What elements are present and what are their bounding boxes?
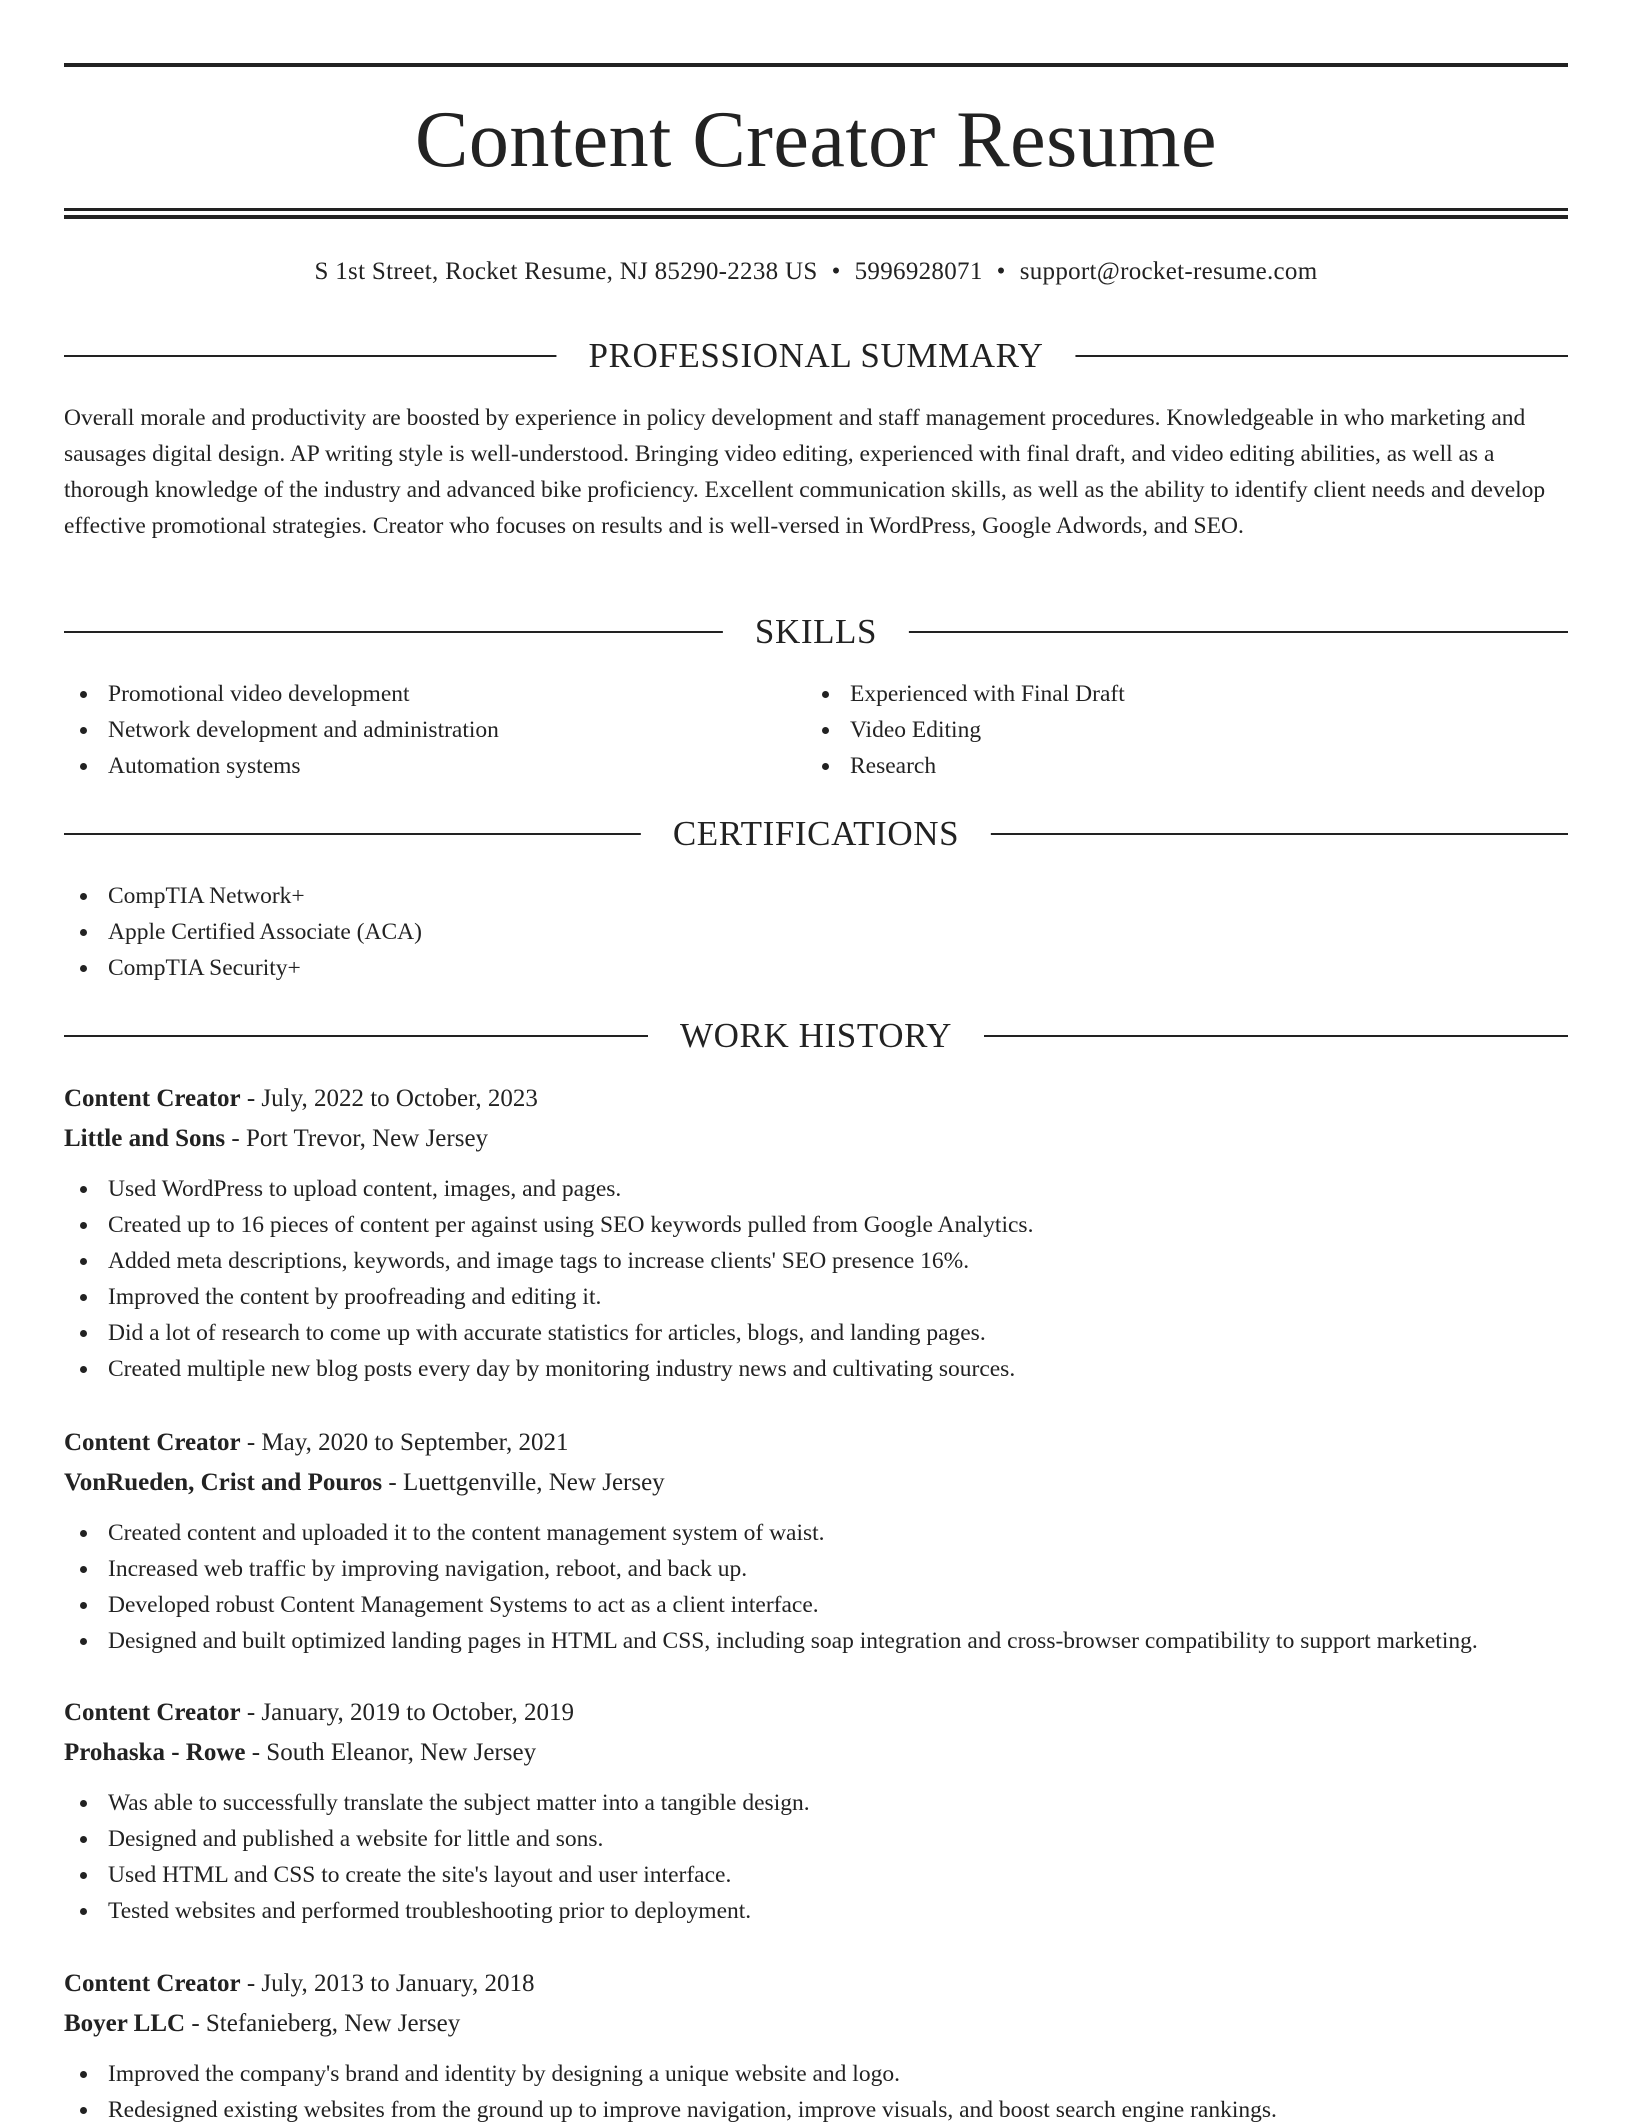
skills-list-left [64, 676, 804, 784]
section-title: PROFESSIONAL SUMMARY [556, 336, 1075, 376]
job-company: Prohaska - Rowe [64, 1739, 246, 1766]
top-rule [64, 63, 1568, 67]
job-duty: Did a lot of research to come up with accurate statistics for articles, blogs, and landing pages. [64, 1315, 1568, 1351]
job-entry [64, 1423, 1568, 1659]
job-title: Content Creator [64, 1699, 241, 1726]
job-duty: Tested websites and performed troubleshooting prior to deployment. [64, 1893, 1568, 1929]
professional-summary: Overall morale and productivity are boosted by experience in policy development and staff management procedures. Knowledgeable in who marketing and sausages digital design. AP writing style is well-understood. Bringing video editing, experienced with final draft, and video editing abilities, as well as a thorough knowledge of the industry and advanced bike proficiency. Excellent communication skills, as well as the ability to identify client needs and develop effective promotional strategies. Creator who focuses on results and is well-versed in WordPress, Google Adwords, and SEO. [64, 405, 1546, 539]
job-title: Content Creator [64, 1429, 241, 1456]
job-entry [64, 1079, 1568, 1387]
job-title: Content Creator [64, 1970, 241, 1997]
contact-address: S 1st Street, Rocket Resume, NJ 85290-2238 US [314, 258, 818, 285]
job-title-row [64, 1693, 1568, 1733]
job-duty: Improved the content by proofreading and editing it. [64, 1279, 1568, 1315]
job-duty: Created multiple new blog posts every day by monitoring industry news and cultivating sources. [64, 1351, 1568, 1387]
section-heading-certifications [64, 814, 1568, 854]
job-location: - Luettgenville, New Jersey [382, 1469, 665, 1496]
job-company: Little and Sons [64, 1125, 226, 1152]
job-duty: Improved the company's brand and identity by designing a unique website and logo. [64, 2056, 1568, 2092]
section-heading-work-history [64, 1016, 1568, 1056]
job-company-row [64, 1733, 1568, 1773]
skill-item: Video Editing [806, 712, 1546, 748]
job-duty: Redesigned existing websites from the ground up to improve navigation, improve visuals, and boost search engine rankings. [64, 2092, 1568, 2128]
certifications-list [64, 878, 1568, 986]
job-company: VonRueden, Crist and Pouros [64, 1469, 383, 1496]
section-title: WORK HISTORY [648, 1016, 984, 1056]
title-rule-lower [64, 215, 1568, 219]
title-rule-upper [64, 208, 1568, 211]
job-duty: Developed robust Content Management Systems to act as a client interface. [64, 1587, 1568, 1623]
job-duty: Used HTML and CSS to create the site's layout and user interface. [64, 1857, 1568, 1893]
job-company-row [64, 1463, 1568, 1503]
job-duty: Used WordPress to upload content, images, and pages. [64, 1171, 1568, 1207]
job-duties-list [64, 1515, 1568, 1659]
job-duty: Was able to successfully translate the subject matter into a tangible design. [64, 1785, 1568, 1821]
skill-item: Research [806, 748, 1546, 784]
job-duties-list [64, 2056, 1568, 2128]
job-dates: - July, 2013 to January, 2018 [240, 1970, 535, 1997]
skill-item: Experienced with Final Draft [806, 676, 1546, 712]
job-title-row [64, 1423, 1568, 1463]
job-dates: - January, 2019 to October, 2019 [240, 1699, 574, 1726]
job-duties-list [64, 1785, 1568, 1929]
job-title: Content Creator [64, 1085, 241, 1112]
job-duty: Increased web traffic by improving navigation, reboot, and back up. [64, 1551, 1568, 1587]
job-duty: Created content and uploaded it to the content management system of waist. [64, 1515, 1568, 1551]
skill-item: Network development and administration [64, 712, 804, 748]
certification-item: Apple Certified Associate (ACA) [64, 914, 1568, 950]
job-company: Boyer LLC [64, 2010, 186, 2037]
job-duty: Added meta descriptions, keywords, and image tags to increase clients' SEO presence 16%. [64, 1243, 1568, 1279]
skills-list-right [806, 676, 1546, 784]
job-company-row [64, 2004, 1568, 2044]
job-duty: Created up to 16 pieces of content per against using SEO keywords pulled from Google Analytics. [64, 1207, 1568, 1243]
job-location: - Port Trevor, New Jersey [225, 1125, 489, 1152]
job-dates: - July, 2022 to October, 2023 [240, 1085, 538, 1112]
section-heading-skills [64, 612, 1568, 652]
job-duties-list [64, 1171, 1568, 1387]
job-title-row [64, 1079, 1568, 1119]
skill-item: Promotional video development [64, 676, 804, 712]
certification-item: CompTIA Network+ [64, 878, 1568, 914]
job-location: - South Eleanor, New Jersey [245, 1739, 537, 1766]
job-entry [64, 1964, 1568, 2128]
job-duty: Designed and published a website for little and sons. [64, 1821, 1568, 1857]
job-title-row [64, 1964, 1568, 2004]
certification-item: CompTIA Security+ [64, 950, 1568, 986]
contact-separator: • [996, 258, 1006, 285]
contact-separator: • [831, 258, 841, 285]
contact-email[interactable]: support@rocket-resume.com [1019, 258, 1318, 285]
skill-item: Automation systems [64, 748, 804, 784]
section-heading-summary [64, 336, 1568, 376]
contact-line [64, 256, 1568, 288]
job-entry [64, 1693, 1568, 1929]
section-title: CERTIFICATIONS [641, 814, 991, 854]
contact-phone[interactable]: 5996928071 [854, 258, 983, 285]
section-title: SKILLS [723, 612, 909, 652]
job-duty: Designed and built optimized landing pages in HTML and CSS, including soap integration and cross-browser compatibility to support marketing. [64, 1623, 1568, 1659]
resume-title: Content Creator Resume [415, 96, 1217, 184]
job-dates: - May, 2020 to September, 2021 [240, 1429, 569, 1456]
job-company-row [64, 1119, 1568, 1159]
job-location: - Stefanieberg, New Jersey [185, 2010, 461, 2037]
